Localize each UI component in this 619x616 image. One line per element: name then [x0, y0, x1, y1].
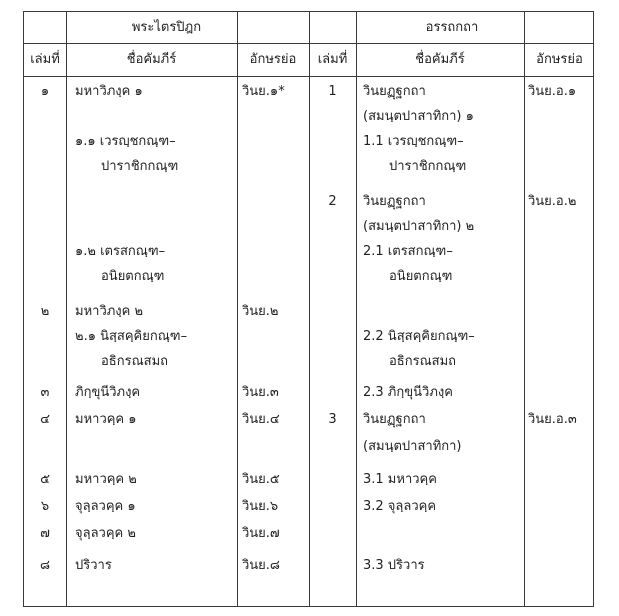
volume-cell: ๖	[40, 499, 50, 514]
group-header-tipitaka: พระไตรปิฎก	[131, 20, 202, 35]
scripture-name-cell: ภิกฺขุนีวิภงฺค	[75, 385, 141, 400]
scripture-name-cell: ปาราชิกกณฺฑ	[389, 159, 467, 174]
volume-cell: ๒	[40, 304, 50, 319]
abbreviation-cell: วินย.๒	[242, 304, 279, 319]
abbreviation-cell: วินย.๖	[242, 499, 279, 514]
abbreviation-cell: วินย.๗	[242, 526, 280, 541]
scripture-name-cell: อนิยตกณฺฑ	[101, 269, 165, 284]
scripture-name-cell: ๒.๑ นิสฺสคฺคิยกณฺฑ–	[75, 329, 188, 344]
scripture-name-cell: 2.1 เตรสกณฺฑ–	[363, 244, 453, 259]
scripture-name-cell: 3.2 จุลฺลวคฺค	[363, 499, 437, 514]
scripture-name-cell: ปริวาร	[75, 558, 112, 573]
scripture-name-cell: มหาวคฺค ๑	[75, 412, 137, 427]
scripture-table	[23, 11, 594, 607]
col-header-abbreviation: อักษรย่อ	[249, 52, 297, 67]
scripture-name-cell: วินยฏฺฐกถา	[363, 84, 426, 99]
scripture-name-cell: อนิยตกณฺฑ	[389, 269, 453, 284]
scripture-name-cell: 3.3 ปริวาร	[363, 558, 425, 573]
col-header-abbreviation: อักษรย่อ	[536, 52, 583, 67]
scripture-name-cell: (สมนฺตปาสาทิกา)	[363, 439, 462, 454]
volume-cell: ๕	[40, 472, 50, 487]
scripture-name-cell: มหาวิภงฺค ๑	[75, 84, 143, 99]
volume-cell: ๓	[40, 385, 50, 400]
column-divider	[309, 12, 310, 606]
scripture-name-cell: ๑.๑ เวรญฺชกณฺฑ–	[75, 134, 176, 149]
abbreviation-cell: วินย.๘	[242, 558, 280, 573]
col-header-scripture-name: ชื่อคัมภีร์	[126, 52, 177, 67]
scripture-name-cell: 1.1 เวรญฺชกณฺฑ–	[363, 134, 464, 149]
abbreviation-cell: วินย.๔	[242, 412, 280, 427]
col-header-volume: เล่มที่	[317, 52, 348, 67]
column-divider	[356, 12, 357, 606]
scripture-name-cell: (สมนฺตปาสาทิกา) ๒	[363, 219, 475, 234]
abbreviation-cell: วินย.๕	[242, 472, 280, 487]
abbreviation-cell: วินย.อ.๑	[528, 84, 577, 99]
col-header-volume: เล่มที่	[30, 52, 60, 67]
scripture-name-cell: ๑.๒ เตรสกณฺฑ–	[75, 244, 166, 259]
group-header-commentary: อรรถกถา	[425, 20, 479, 35]
column-divider	[66, 12, 67, 606]
abbreviation-cell: วินย.อ.๓	[528, 412, 577, 427]
volume-cell: 1	[328, 84, 337, 99]
volume-cell: 2	[328, 194, 337, 209]
scripture-name-cell: อธิกรณสมถ	[101, 354, 169, 369]
scripture-name-cell: 3.1 มหาวคฺค	[363, 472, 437, 487]
volume-cell: ๔	[40, 412, 50, 427]
abbreviation-cell: วินย.อ.๒	[528, 194, 577, 209]
volume-cell: ๗	[40, 526, 50, 541]
scripture-name-cell: (สมนฺตปาสาทิกา) ๑	[363, 109, 474, 124]
scripture-name-cell: 2.2 นิสฺสคฺคิยกณฺฑ–	[363, 329, 475, 344]
col-header-scripture-name: ชื่อคัมภีร์	[415, 52, 465, 67]
volume-cell: ๑	[40, 84, 50, 99]
volume-cell: 3	[328, 412, 337, 427]
volume-cell: ๘	[39, 558, 51, 573]
row-divider	[24, 76, 593, 77]
scripture-name-cell: มหาวคฺค ๒	[75, 472, 137, 487]
abbreviation-cell: วินย.๓	[242, 385, 279, 400]
column-divider	[524, 12, 525, 606]
abbreviation-cell: วินย.๑*	[242, 84, 285, 99]
scripture-name-cell: จุลฺลวคฺค ๑	[75, 499, 136, 514]
column-divider	[237, 12, 238, 606]
scripture-name-cell: วินยฏฺฐกถา	[363, 412, 426, 427]
scripture-name-cell: มหาวิภงฺค ๒	[75, 304, 144, 319]
scripture-name-cell: วินยฏฺฐกถา	[363, 194, 426, 209]
scripture-name-cell: จุลฺลวคฺค ๒	[75, 526, 136, 541]
scripture-name-cell: ปาราชิกกณฺฑ	[101, 159, 179, 174]
scripture-name-cell: อธิกรณสมถ	[389, 354, 457, 369]
scripture-name-cell: 2.3 ภิกฺขุนีวิภงฺค	[363, 385, 453, 400]
row-divider	[24, 43, 593, 44]
